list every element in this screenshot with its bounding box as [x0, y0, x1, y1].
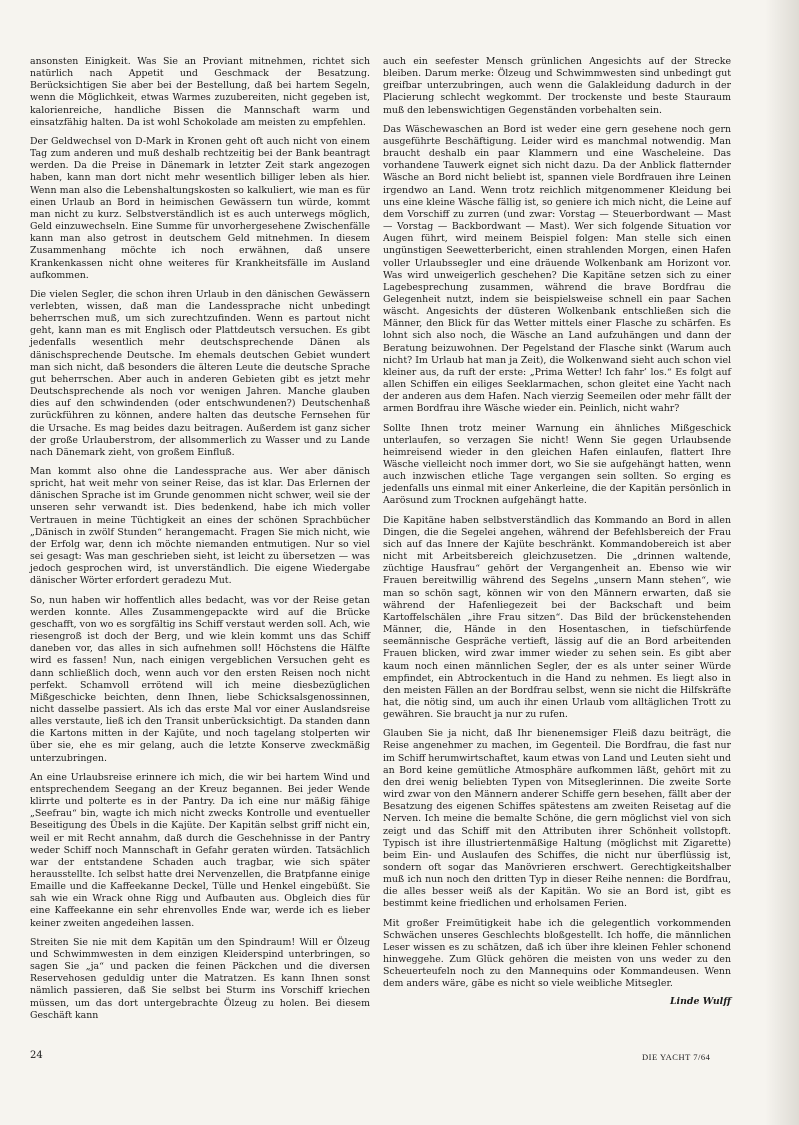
paragraph: Streiten Sie nie mit dem Kapitän um den Spindraum! Will er Ölzeug und Schwimmwesten in dem einzigen Kleiderspind unterbringen, so sagen Sie „ja“ und packen die feinen Päckchen und die diversen Reservehosen geduldig unter die Matratzen. Es kann Ihnen sonst nämlich passieren, daß Sie selbst bei Sturm ins Vorschiff kriechen müssen, um das dort untergebrachte Ölzeug zu holen. Bei diesem Geschäft kann [30, 936, 370, 1021]
paragraph: auch ein seefester Mensch grünlichen Angesichts auf der Strecke bleiben. Darum merke: Ölzeug und Schwimmwesten sind unbedingt gut greifbar unterzubringen, auch wenn die Galakleidung dadurch in der Placierung schlecht wegkommt. Der trockenste und beste Stauraum muß den lebenswichtigen Gegenständen vorbehalten sein. [383, 56, 731, 116]
paragraph: Mit großer Freimütigkeit habe ich die gelegentlich vorkommenden Schwächen unseres Geschlechts bloßgestellt. Ich hoffe, die männlichen Leser wissen es zu schätzen, daß ich über ihre kleinen Fehler schonend hinweggehe. Zum Glück gehören die meisten von uns weder zu den Scheuerteufeln noch zu den Mannequins oder Kommandeusen. Wenn dem anders wäre, gäbe es nicht so viele weibliche Mitsegler. [383, 917, 731, 990]
paragraph: So, nun haben wir hoffentlich alles bedacht, was vor der Reise getan werden konnte. Alles Zusammengepackte wird auf die Brücke geschafft, von wo es sorgfältig ins Schiff verstaut werden soll. Ach, wie riesengroß ist doch der Berg, und wie klein kommt uns das Schiff daneben vor, das alles in sich aufnehmen soll! Höchstens die Hälfte wird es fassen! Nun, nach einigen vergeblichen Versuchen geht es dann schließlich doch, wenn auch vor den ersten Reisen noch nicht perfekt. Schamvoll errötend will ich meine diesbezüglichen Mißgeschicke beichten, denn Ihnen, liebe Schicksalsgenossinnen, nicht dasselbe passiert. Als ich das erste Mal vor einer Auslandsreise alles verstaute, ließ ich den Transit unberücksichtigt. Da standen dann die Kartons mitten in der Kajüte, und noch tagelang stolperten wir über sie, ehe es mir gelang, auch die letzte Konserve zweckmäßig unterzubringen. [30, 594, 370, 764]
page-edge-shadow [765, 0, 799, 1125]
paragraph: Man kommt also ohne die Landessprache aus. Wer aber dänisch spricht, hat weit mehr von seiner Reise, das ist klar. Das Erlernen der dänischen Sprache ist im Grunde genommen nicht schwer, weil sie der unseren sehr verwandt ist. Dies bedenkend, habe ich mich voller Vertrauen in meine Tüchtigkeit an eines der schönen Sprachbücher „Dänisch in zwölf Stunden“ herangemacht. Fragen Sie mich nicht, wie der Erfolg war, denn ich möchte niemanden entmutigen. Nur so viel sei gesagt: Was man geschrieben sieht, ist leicht zu übersetzen — was jedoch gesprochen wird, ist unverständlich. Die eigene Wiedergabe dänischer Wörter erfordert geradezu Mut. [30, 466, 370, 587]
paragraph: Die vielen Segler, die schon ihren Urlaub in den dänischen Gewässern verlebten, wissen, daß man die Landessprache nicht unbedingt beherrschen muß, um sich zurechtzufinden. Wenn es partout nicht geht, kann man es mit Englisch oder Plattdeutsch versuchen. Es gibt jedenfalls wesentlich mehr deutschsprechende Dänen als dänischsprechende Deutsche. Im ehemals deutschen Gebiet wundert man sich nicht, daß besonders die älteren Leute die deutsche Sprache gut beherrschen. Aber auch in anderen Gebieten gibt es jetzt mehr Deutschsprechende als noch vor wenigen Jahren. Manche glauben dies auf den schwindenden (oder entschwundenen?) Deutschenhaß zurückführen zu können, andere halten das deutsche Fernsehen für die Ursache. Es mag beides dazu beitragen. Außerdem ist ganz sicher der große Urlauberstrom, der allsommerlich zu Wasser und zu Lande nach Dänemark zieht, von großem Einfluß. [30, 288, 370, 458]
paragraph: Die Kapitäne haben selbstverständlich das Kommando an Bord in allen Dingen, die die Segelei angehen, während der Befehlsbereich der Frau sich auf das Innere der Kajüte beschränkt. Kommandobereich ist aber nicht mit Arbeitsbereich gleichzusetzen. Die „drinnen waltende, züchtige Hausfrau“ gehört der Vergangenheit an. Ebenso wie wir Frauen bereitwillig während des Segelns „unsern Mann stehen“, wie man so schön sagt, können wir von den Männern erwarten, daß sie während der Hafenliegezeit bei der Backschaft und beim Kartoffelschälen „ihre Frau sitzen“. Das Bild der brückenstehenden Männer, die, Hände in den Hosentaschen, in tiefschürfende seemännische Gespräche vertieft, lässig auf die an Bord arbeitenden Frauen blicken, wird zwar immer wieder zu sehen sein. Es gibt aber kaum noch einen männlichen Segler, der es als unter seiner Würde empfindet, ein Abtrockentuch in die Hand zu nehmen. Es liegt also in den meisten Fällen an der Bordfrau selbst, wenn sie nicht die Hilfskräfte hat, die nötig sind, um auch ihr einen Urlaub vom alltäglichen Trott zu gewähren. Sie braucht ja nur zu rufen. [383, 514, 731, 721]
magazine-issue: DIE YACHT 7/64 [642, 1052, 711, 1062]
paragraph: ansonsten Einigkeit. Was Sie an Proviant mitnehmen, richtet sich natürlich nach Appetit und Geschmack der Besatzung. Berücksichtigen Sie aber bei der Bestellung, daß bei hartem Segeln, wenn die Möglichkeit, etwas Warmes zuzubereiten, nicht gegeben ist, kalorienreiche, handliche Bissen die Mannschaft warm und einsatzfähig halten. Da ist wohl Schokolade am meisten zu empfehlen. [30, 56, 370, 128]
paragraph: Glauben Sie ja nicht, daß Ihr bienenemsiger Fleiß dazu beiträgt, die Reise angenehmer zu machen, im Gegenteil. Die Bordfrau, die fast nur im Schiff herumwirtschaftet, kaum etwas von Land und Leuten sieht und an Bord keine gemütliche Atmosphäre aufkommen läßt, gehört mit zu den drei wenig beliebten Typen von Mitseglerinnen. Die zweite Sorte wird zwar von den Männern anderer Schiffe gern besehen, fällt aber der Besatzung des eigenen Schiffes spätestens am zweiten Reisetag auf die Nerven. Ich meine die bemalte Schöne, die gern möglichst viel von sich zeigt und das Schiff mit den Attributen ihrer Schönheit vollstopft. Typisch ist ihre illustriertenmäßige Haltung (möglichst mit Zigarette) beim Ein- und Auslaufen des Schiffes, die nicht nur überflüssig ist, sondern oft sogar das Manövrieren erschwert. Gerechtigkeitshalber muß ich nun noch den dritten Typ in dieser Reihe nennen: die Bordfrau, die alles besser weiß als der Kapitän. Wo sie an Bord ist, gibt es bestimmt keine friedlichen und erholsamen Ferien. [383, 728, 731, 910]
page-number: 24 [30, 1050, 43, 1061]
author-signature: Linde Wulff [669, 995, 731, 1007]
left-column [30, 56, 370, 1029]
right-column [383, 56, 731, 1008]
paragraph: Der Geldwechsel von D-Mark in Kronen geht oft auch nicht von einem Tag zum anderen und muß deshalb rechtzeitig bei der Bank beantragt werden. Da die Preise in Dänemark in letzter Zeit stark angezogen haben, kann man dort nicht mehr wesentlich billiger leben als hier. Wenn man also die Lebenshaltungskosten so kalkuliert, wie man es für einen Urlaub an Bord in heimischen Gewässern tun würde, kommt man nicht zu kurz. Selbstverständlich ist es auch unterwegs möglich, Geld einzuwechseln. Eine Summe für unvorhergesehene Zwischenfälle kann man also getrost in deutschem Geld mitnehmen. In diesem Zusammenhang möchte ich noch erwähnen, daß unsere Krankenkassen nicht ohne weiteres für Krankheitsfälle im Ausland aufkommen. [30, 135, 370, 281]
paragraph: Sollte Ihnen trotz meiner Warnung ein ähnliches Mißgeschick unterlaufen, so verzagen Sie nicht! Wenn Sie gegen Urlaubsende heimreisend wieder in den gleichen Hafen einlaufen, flattert Ihre Wäsche vielleicht noch immer dort, wo Sie sie aufgehängt hatten, wenn auch inzwischen etliche Tage vergangen sein sollten. So erging es jedenfalls uns einmal mit einer Ankerleine, die der Kapitän persönlich in Aarösund zum Trocknen aufgehängt hatte. [383, 422, 731, 507]
paragraph: An eine Urlaubsreise erinnere ich mich, die wir bei hartem Wind und entsprechendem Seegang an der Kreuz begannen. Bei jeder Wende klirrte und polterte es in der Pantry. Da ich eine nur mäßig fähige „Seefrau“ bin, wagte ich mich nicht zwecks Kontrolle und eventueller Beseitigung des Übels in die Kajüte. Der Kapitän selbst griff nicht ein, weil er mit Recht annahm, daß durch die Geschehnisse in der Pantry weder Schiff noch Mannschaft in Gefahr geraten würden. Tatsächlich war der entstandene Schaden auch tragbar, wie sich später herausstellte. Ich selbst hatte drei Nervenzellen, die Bratpfanne einige Emaille und die Kaffeekanne Deckel, Tülle und Henkel eingebüßt. Sie sah wie ein Wrack ohne Rigg und Aufbauten aus. Obgleich dies für eine Kaffeekanne ein sehr ehrenvolles Ende war, werde ich es lieber keiner zweiten angedeihen lassen. [30, 771, 370, 929]
paragraph: Das Wäschewaschen an Bord ist weder eine gern gesehene noch gern ausgeführte Beschäftigung. Leider wird es manchmal notwendig. Man braucht deshalb ein paar Klammern und eine Wascheleine. Das vorhandene Tauwerk eignet sich nicht dazu. Da der Anblick flatternder Wäsche an Bord nicht beliebt ist, spannen viele Bordfrauen ihre Leinen irgendwo an Land. Wenn trotz reichlich mitgenommener Kleidung bei uns eine kleine Wäsche fällig ist, so geniere ich mich nicht, die Leine auf dem Vorschiff zu zurren (und zwar: Vorstag — Steuerbordwant — Mast — Vorstag — Backbordwant — Mast). Wer sich folgende Situation vor Augen führt, wird meinem Beispiel folgen: Man stelle sich einen ungünstigen Seewetterbericht, einen strahlenden Morgen, einen Hafen voller Urlaubssegler und eine dräuende Wolkenbank am Horizont vor. Was wird unweigerlich geschehen? Die Kapitäne setzen sich zu einer Lagebesprechung zusammen, während die brave Bordfrau die Gelegenheit nutzt, indem sie beispielsweise schnell ein paar Sachen wäscht. Angesichts der düsteren Wolkenbank entschließen sich die Männer, den Blick für das Wetter mittels einer Flasche zu schärfen. Es lohnt sich also noch, die Wäsche an Land aufzuhängen und dann der Beratung beizuwohnen. Der Pegelstand der Flasche sinkt (Warum auch nicht? Im Urlaub hat man ja Zeit), die Wolkenwand sieht auch schon viel kleiner aus, da ruft der erste: „Prima Wetter! Ich fahr’ los.“ Es folgt auf allen Schiffen ein eiliges Seeklarmachen, schon gleitet eine Yacht nach der anderen aus dem Hafen. Nach vierzig Seemeilen oder mehr fällt der armen Bordfrau ihre Wäsche wieder ein. Peinlich, nicht wahr? [383, 123, 731, 415]
